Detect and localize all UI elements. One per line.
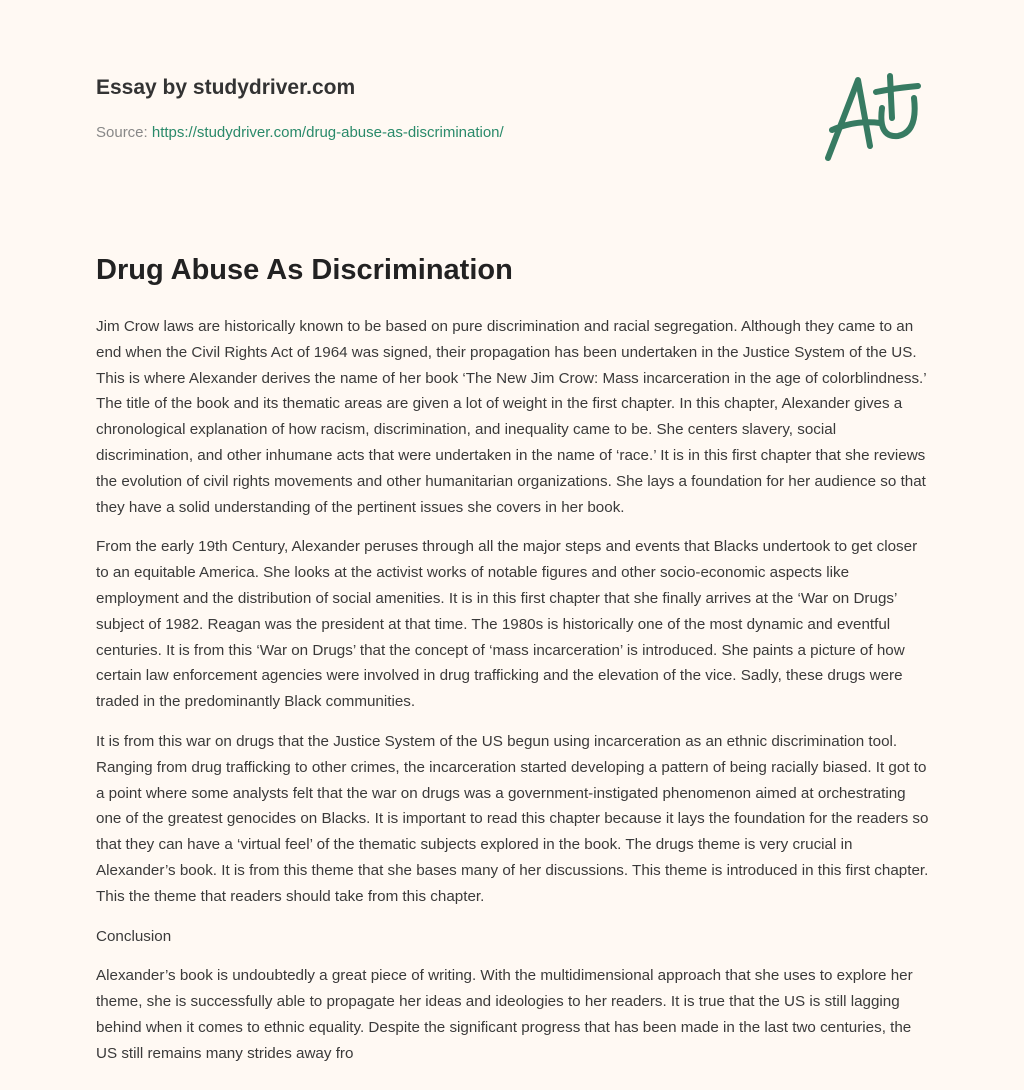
paragraph: Jim Crow laws are historically known to be based on pure discrimination and racial segregation. Although they came to an end when the Civil Rights Act of 1964 was signed, their propagation has been undertaken in the Justice System of the US. This is where Alexander derives the name of her book ‘The New Jim Crow: Mass incarceration in the age of colorblindness.’ The title of the book and its thematic areas are given a lot of weight in the first chapter. In this chapter, Alexander gives a chronological explanation of how racism, discrimination, and inequality came to be. She centers slavery, social discrimination, and other inhumane acts that were undertaken in the name of ‘race.’ It is in this first chapter that she reviews the evolution of civil rights movements and other humanitarian organizations. She lays a foundation for her audience so that they have a solid understanding of the pertinent issues she covers in her book. [96, 318, 927, 516]
source-link[interactable]: https://studydriver.com/drug-abuse-as-discrimination/ [151, 124, 504, 141]
source-line [96, 124, 504, 141]
paragraph: Alexander’s book is undoubtedly a great piece of writing. With the multidimensional approach that she uses to explore her theme, she is successfully able to propagate her ideas and ideologies to her readers. It is true that the US is still lagging behind when it comes to ethnic equality. Despite the significant progress that has been made in the last two centuries, the US still remains many strides away fro [96, 967, 913, 1062]
essay-title: Drug Abuse As Discrimination [96, 254, 513, 286]
paragraph: From the early 19th Century, Alexander peruses through all the major steps and events that Blacks undertook to get closer to an equitable America. She looks at the activist works of notable figures and other socio-economic aspects like employment and the distribution of social amenities. It is in this first chapter that she finally arrives at the ‘War on Drugs’ subject of 1982. Reagan was the president at that time. The 1980s is historically one of the most dynamic and eventful centuries. It is from this ‘War on Drugs’ that the concept of ‘mass incarceration’ is introduced. She paints a picture of how certain law enforcement agencies were involved in drug trafficking and the elevation of the vice. Sadly, these drugs were traded in the predominantly Black communities. [96, 538, 918, 711]
source-label: Source: [96, 124, 148, 141]
essay-header [0, 0, 1024, 210]
essay-body [96, 314, 932, 1081]
paragraph: It is from this war on drugs that the Justice System of the US begun using incarceration as an ethnic discrimination tool. Ranging from drug trafficking to other crimes, the incarceration started developing a pattern of being racially biased. It got to a point where some analysts felt that the war on drugs was a government-instigated phenomenon aimed at orchestrating one of the greatest genocides on Blacks. It is important to read this chapter because it lays the foundation for the readers so that they can have a ‘virtual feel’ of the thematic subjects explored in the book. The drugs theme is very crucial in Alexander’s book. It is from this theme that she bases many of her discussions. This theme is introduced in this first chapter. This the theme that readers should take from this chapter. [96, 732, 929, 905]
site-title: Essay by studydriver.com [96, 76, 356, 99]
a-plus-logo-icon [820, 68, 930, 168]
conclusion-heading: Conclusion [96, 927, 172, 945]
